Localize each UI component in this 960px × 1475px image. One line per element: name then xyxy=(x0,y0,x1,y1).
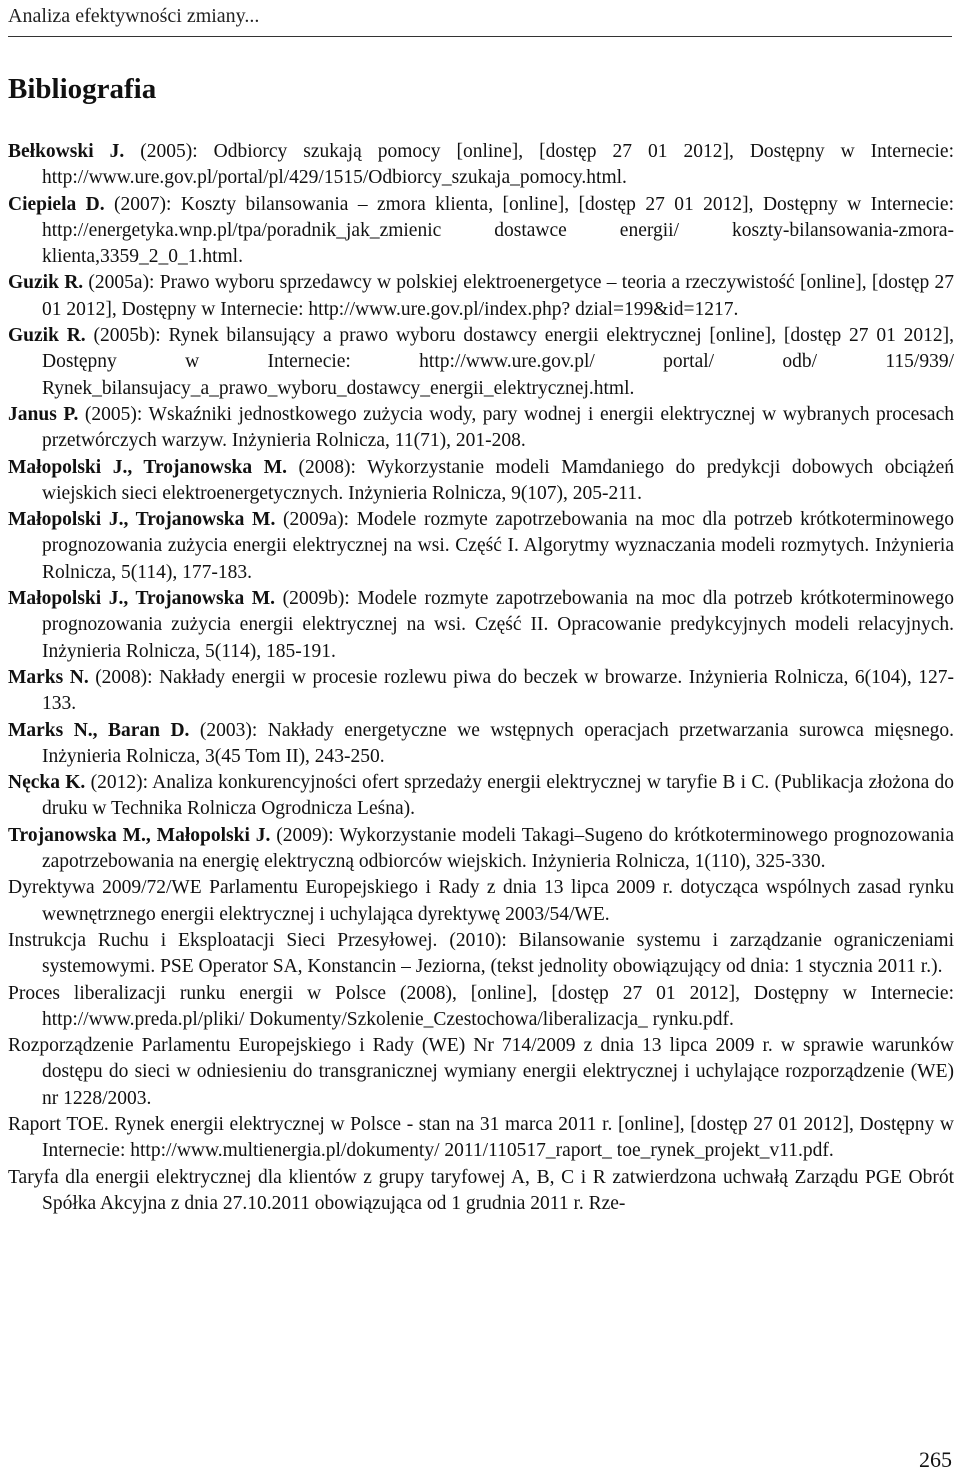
entry-text: (2005): Odbiorcy szukają pomocy [online], [dostęp 27 01 2012], Dostępny w Internecie: http://www.ure.gov.pl/portal/pl/429/1515/Odbiorcy_szukaja_pomocy.html. xyxy=(42,141,955,189)
entry-authors: Marks N. xyxy=(8,666,89,688)
bibliography-list xyxy=(8,139,954,1217)
bibliography-entry xyxy=(8,139,954,192)
entry-authors: Marks N., Baran D. xyxy=(8,719,190,741)
bibliography-entry xyxy=(8,718,954,771)
entry-authors: Nęcka K. xyxy=(8,772,86,794)
entry-authors: Trojanowska M., Małopolski J. xyxy=(8,824,271,846)
bibliography-entry xyxy=(8,981,954,1034)
bibliography-entry xyxy=(8,402,954,455)
bibliography-entry xyxy=(8,270,954,323)
entry-text: (2009): Wykorzystanie modeli Takagi–Sugeno do krótkoterminowego prognozowania zapotrzebowania na energię elektryczną odbiorców wiejskich. Inżynieria Rolnicza, 1(110), 325-330. xyxy=(42,824,955,873)
bibliography-entry xyxy=(8,507,954,586)
entry-text: Proces liberalizacji runku energii w Polsce (2008), [online], [dostęp 27 01 2012], Dostępny w Internecie: http://www.preda.pl/pliki/ Dokumenty/Szkolenie_Czestochowa/liberalizacja_ rynku.pdf. xyxy=(8,982,954,1030)
bibliography-entry xyxy=(8,875,954,928)
entry-text: Raport TOE. Rynek energii elektrycznej w Polsce - stan na 31 marca 2011 r. [online], [dostęp 27 01 2012], Dostępny w Internecie: http://www.multienergia.pl/dokumenty/ 2011/110517_raport_ toe_rynek_projekt_v11.pdf. xyxy=(8,1113,954,1162)
bibliography-entry xyxy=(8,665,954,718)
entry-authors: Guzik R. xyxy=(8,325,86,347)
entry-text: (2005b): Rynek bilansujący a prawo wyboru dostawcy energii elektrycznej [online], [dostęp 27 01 2012], Dostępny w Internecie: http://www.ure.gov.pl/ portal/ odb/ 115/939/ Rynek_bilansujacy_a_prawo_wyboru_dostawcy_energii_elektrycznej.html. xyxy=(42,325,954,399)
entry-authors: Bełkowski J. xyxy=(8,141,125,162)
page-number: 265 xyxy=(919,1447,952,1472)
entry-text: Instrukcja Ruchu i Eksploatacji Sieci Przesyłowej. (2010): Bilansowanie systemu i zarządzanie ograniczeniami systemowymi. PSE Operator SA, Konstancin – Jeziorna, (tekst jednolity obowiązujący od dnia: 1 stycznia 2011 r.). xyxy=(8,929,954,978)
bibliography-entry xyxy=(8,323,954,402)
entry-authors: Małopolski J., Trojanowska M. xyxy=(8,588,276,610)
entry-text: (2003): Nakłady energetyczne we wstępnych operacjach przetwarzania surowca mięsnego. Inżynieria Rolnicza, 3(45 Tom II), 243-250. xyxy=(42,719,954,767)
entry-authors: Małopolski J., Trojanowska M. xyxy=(8,509,276,531)
entry-authors: Ciepiela D. xyxy=(8,193,105,215)
bibliography-entry xyxy=(8,455,954,508)
entry-text: (2005a): Prawo wyboru sprzedawcy w polskiej elektroenergetyce – teoria a rzeczywistość [online], [dostęp 27 01 2012], Dostępny w Internecie: http://www.ure.gov.pl/index.php? dzial=199&id=1217. xyxy=(42,272,955,320)
entry-text: (2009b): Modele rozmyte zapotrzebowania na moc dla potrzeb krótkoterminowego prognozowania zużycia energii elektrycznej na wsi. Część II. Opracowanie predykcyjnych modeli relacyjnych. Inżynieria Rolnicza, 5(114), 185-191. xyxy=(42,588,954,662)
header-divider xyxy=(8,36,952,37)
entry-text: Rozporządzenie Parlamentu Europejskiego i Rady (WE) Nr 714/2009 z dnia 13 lipca 2009 r. w sprawie warunków dostępu do sieci w odniesieniu do transgranicznej wymiany energii elektrycznej i uchylające rozporządzenie (WE) nr 1228/2003. xyxy=(8,1035,954,1109)
entry-text: (2008): Wykorzystanie modeli Mamdaniego do predykcji dobowych obciążeń wiejskich sieci elektroenergetycznych. Inżynieria Rolnicza, 9(107), 205-211. xyxy=(42,456,954,504)
bibliography-entry xyxy=(8,1165,954,1218)
entry-authors: Małopolski J., Trojanowska M. xyxy=(8,456,287,478)
bibliography-entry xyxy=(8,1112,954,1165)
bibliography-entry xyxy=(8,1033,954,1112)
entry-text: (2009a): Modele rozmyte zapotrzebowania na moc dla potrzeb krótkoterminowego prognozowania zużycia energii elektrycznej na wsi. Część I. Algorytmy wyznaczania modeli rozmytych. Inżynieria Rolnicza, 5(114), 177-183. xyxy=(42,509,954,583)
bibliography-entry xyxy=(8,823,954,876)
section-title: Bibliografia xyxy=(8,73,157,105)
running-header: Analiza efektywności zmiany... xyxy=(8,5,260,27)
entry-text: Dyrektywa 2009/72/WE Parlamentu Europejskiego i Rady z dnia 13 lipca 2009 r. dotycząca wspólnych zasad rynku wewnętrznego energii elektrycznej i uchylająca dyrektywę 2003/54/WE. xyxy=(8,877,954,925)
bibliography-entry xyxy=(8,586,954,665)
bibliography-entry xyxy=(8,192,954,271)
entry-text: (2007): Koszty bilansowania – zmora klienta, [online], [dostęp 27 01 2012], Dostępny w Internecie: http://energetyka.wnp.pl/tpa/poradnik_jak_zmienic dostawce energii/ koszty-bilansowania-zmora-klienta,3359_2_0_1.html. xyxy=(42,193,954,268)
bibliography-entry xyxy=(8,770,954,823)
entry-authors: Janus P. xyxy=(8,403,79,425)
bibliography-entry xyxy=(8,928,954,981)
entry-text: (2012): Analiza konkurencyjności ofert sprzedaży energii elektrycznej w taryfie B i C. (Publikacja złożona do druku w Technika Rolnicza Ogrodnicza Leśna). xyxy=(42,772,954,820)
entry-text: Taryfa dla energii elektrycznej dla klientów z grupy taryfowej A, B, C i R zatwierdzona uchwałą Zarządu PGE Obrót Spółka Akcyjna z dnia 27.10.2011 obowiązująca od 1 grudnia 2011 r. Rze- xyxy=(8,1166,954,1214)
entry-text: (2005): Wskaźniki jednostkowego zużycia wody, pary wodnej i energii elektrycznej w wybranych procesach przetwórczych warzyw. Inżynieria Rolnicza, 11(71), 201-208. xyxy=(42,403,954,452)
entry-authors: Guzik R. xyxy=(8,272,84,294)
entry-text: (2008): Nakłady energii w procesie rozlewu piwa do beczek w browarze. Inżynieria Rolnicza, 6(104), 127-133. xyxy=(42,666,955,715)
